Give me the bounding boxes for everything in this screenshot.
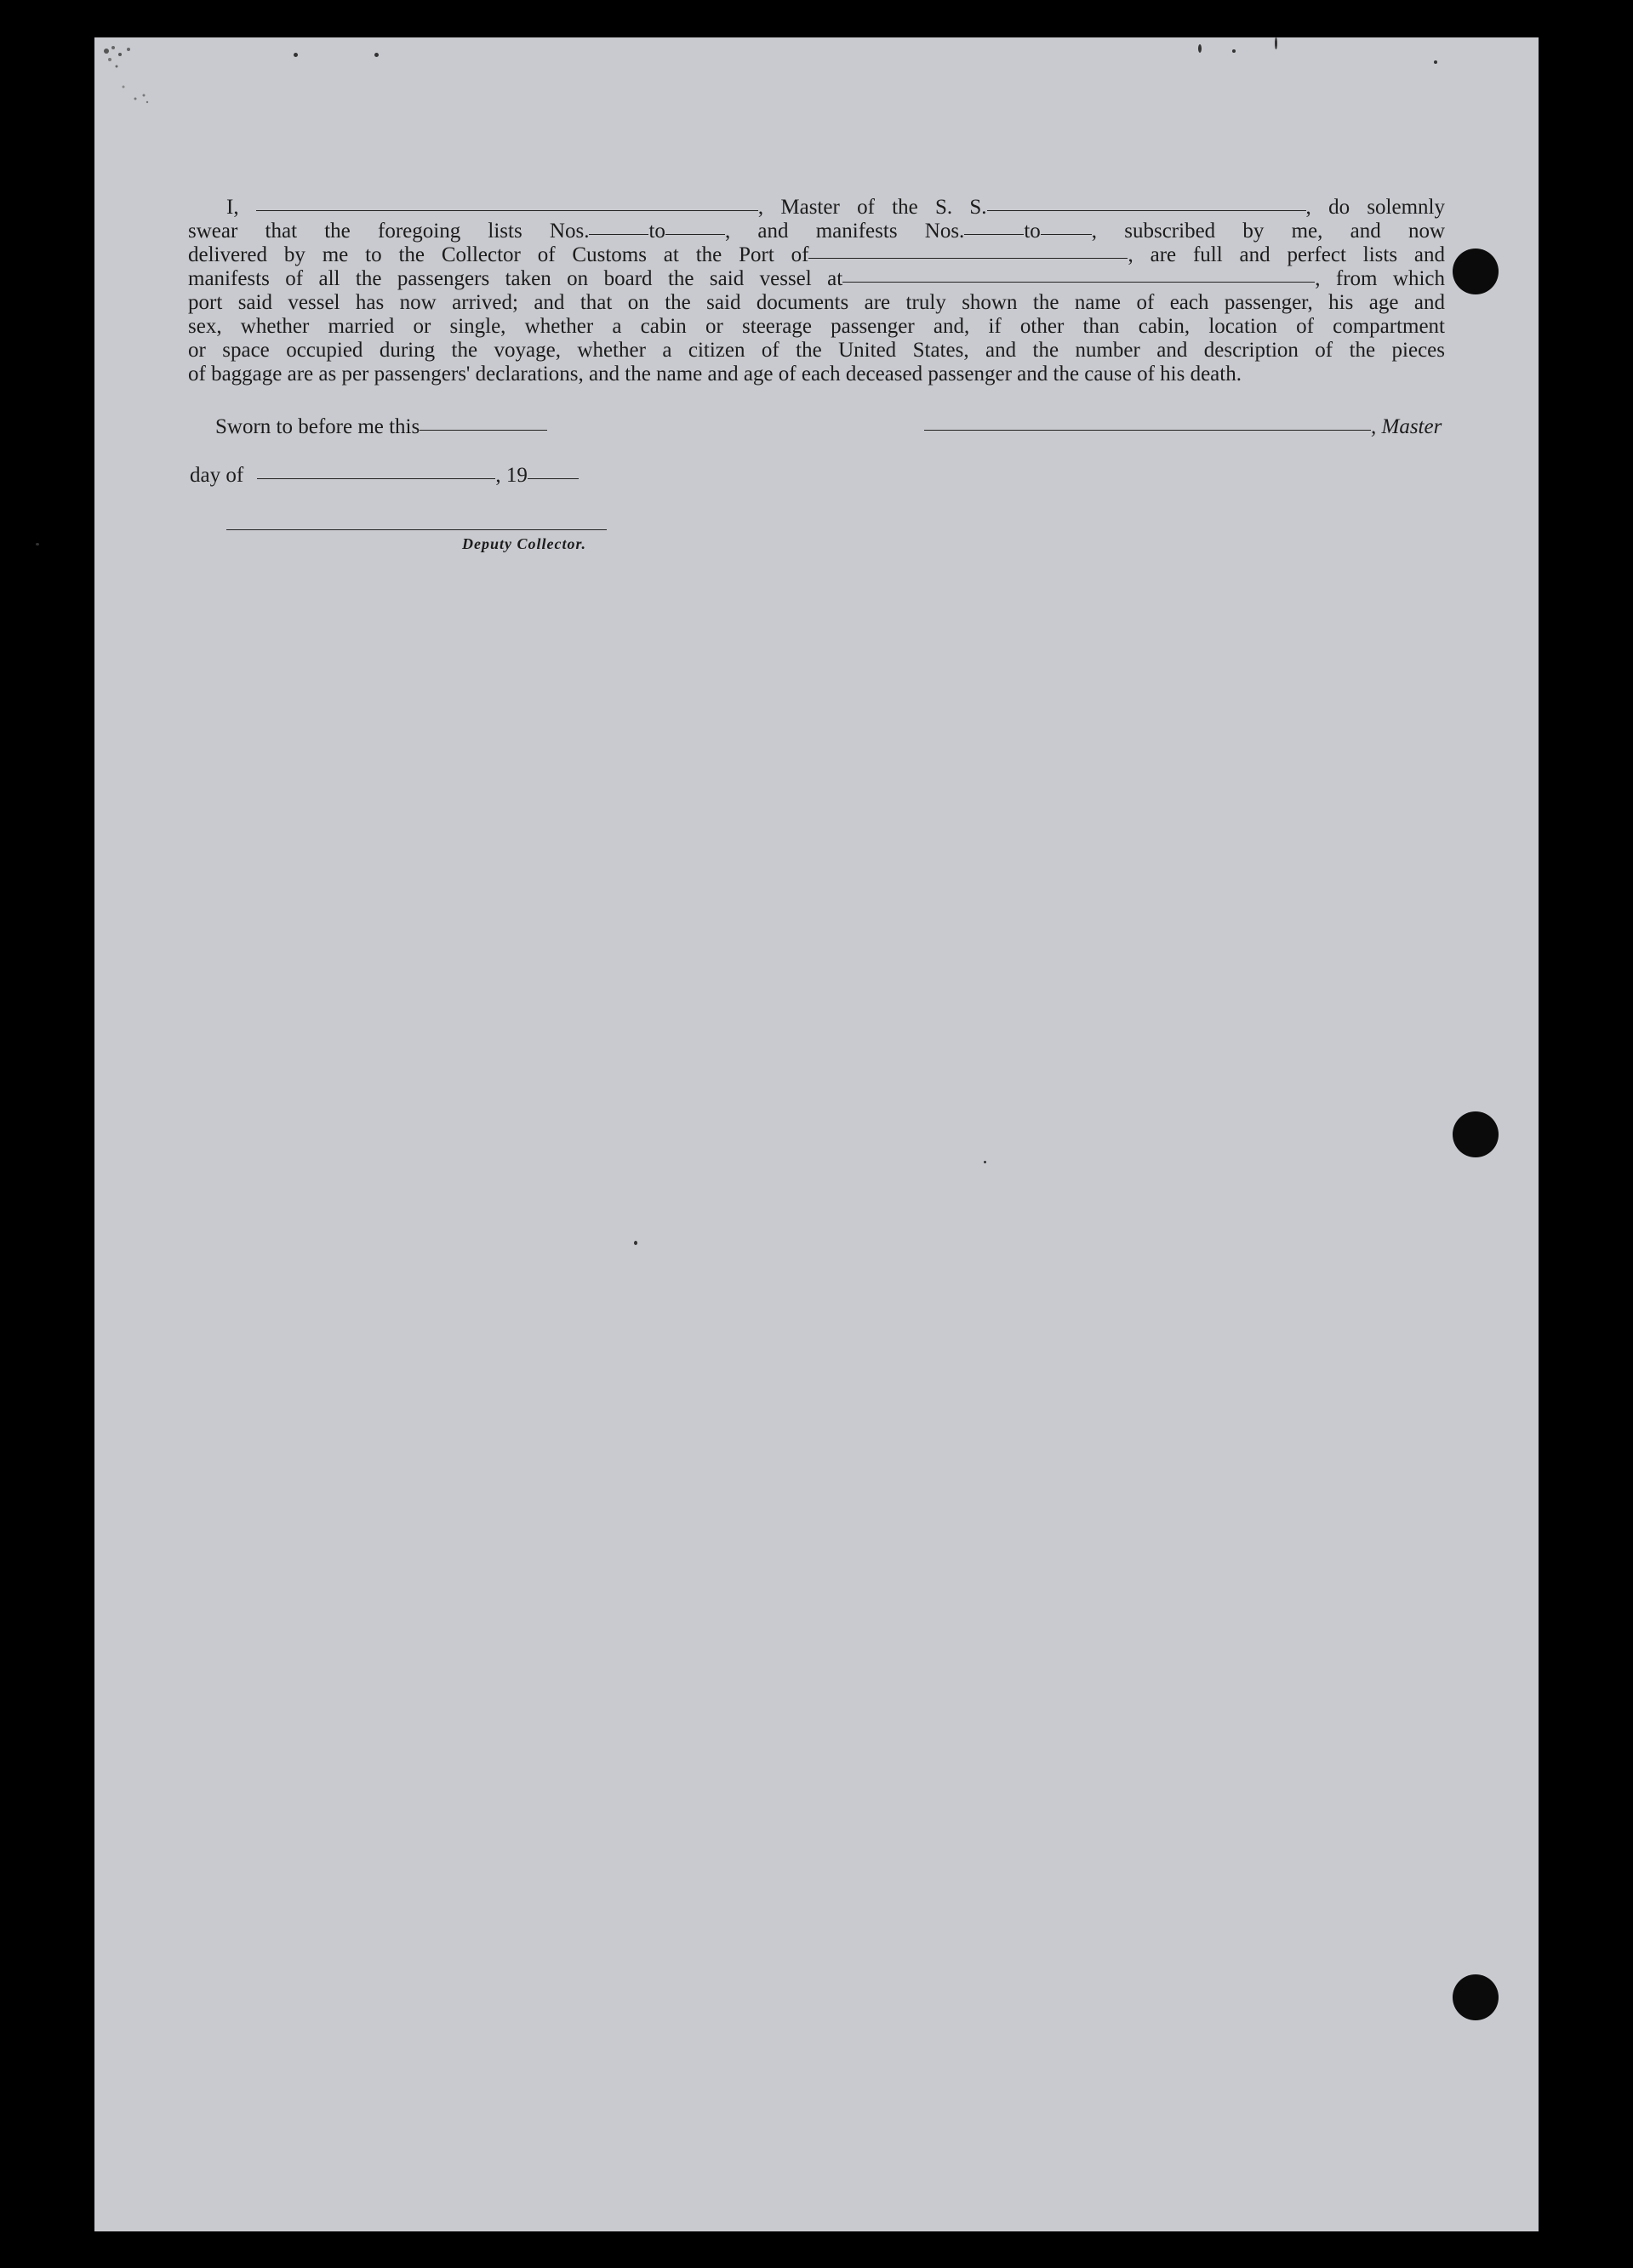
oath-paragraph: [188, 196, 1445, 386]
sworn-label: Sworn to before me this: [215, 415, 420, 438]
oath-text: manifests of all the passengers taken on board the said vessel at: [188, 267, 843, 290]
deputy-signature-line[interactable]: [226, 529, 607, 530]
oath-text: swear that the foregoing lists Nos.: [188, 220, 590, 243]
punch-hole: [1453, 1111, 1499, 1157]
oath-line-6: sex, whether married or single, whether a cabin or steerage passenger and, if other than cabin, location of compartment: [188, 315, 1445, 338]
master-label: , Master: [1371, 415, 1442, 438]
speck: [634, 1241, 637, 1245]
oath-line-4: [188, 267, 1445, 291]
lists-to-blank[interactable]: [665, 234, 725, 235]
sworn-row: [215, 415, 547, 439]
departure-port-blank[interactable]: [842, 282, 1315, 283]
day-of-row: [190, 464, 579, 488]
oath-text: delivered by me to the Collector of Customs at the Port of: [188, 243, 809, 266]
speck: [984, 1161, 986, 1163]
manifests-to-blank[interactable]: [1041, 234, 1092, 235]
day-of-label: day of: [190, 464, 244, 487]
oath-text: , are full and perfect lists and: [1128, 243, 1446, 266]
oath-line-1: [188, 196, 1445, 220]
deputy-collector-label: Deputy Collector.: [462, 535, 586, 552]
oath-text: to: [648, 220, 665, 243]
oath-line-5: port said vessel has now arrived; and that on the said documents are truly shown the name of each passenger, his age and: [188, 291, 1445, 314]
manifests-from-blank[interactable]: [964, 234, 1024, 235]
speck: [1232, 49, 1236, 53]
oath-text: , do solemnly: [1305, 196, 1445, 219]
speck: [1198, 44, 1202, 53]
master-signature-blank[interactable]: [924, 430, 1371, 431]
year-blank[interactable]: [528, 478, 579, 479]
oath-text: , Master of the S. S.: [757, 196, 987, 219]
speck: [36, 543, 39, 546]
speck: [1434, 60, 1437, 64]
oath-line-8: of baggage are as per passengers' declarations, and the name and age of each deceased passenger and the cause of his death.: [188, 363, 1242, 386]
oath-line-3: [188, 243, 1445, 267]
speck: [1275, 37, 1277, 49]
year-label: , 19: [495, 464, 528, 487]
port-blank[interactable]: [808, 258, 1128, 259]
oath-text: to: [1024, 220, 1041, 243]
month-blank[interactable]: [257, 478, 495, 479]
punch-hole: [1453, 249, 1499, 294]
vessel-name-blank[interactable]: [987, 210, 1306, 211]
lists-from-blank[interactable]: [589, 234, 648, 235]
oath-line-7: or space occupied during the voyage, whether a citizen of the United States, and the number and description of the pieces: [188, 339, 1445, 362]
oath-text: , subscribed by me, and now: [1091, 220, 1445, 243]
oath-text: , from which: [1315, 267, 1445, 290]
corner-smudge: [94, 37, 197, 131]
sworn-day-blank[interactable]: [420, 430, 547, 431]
oath-text: , and manifests Nos.: [724, 220, 965, 243]
punch-hole: [1453, 1974, 1499, 2020]
speck: [374, 53, 379, 57]
oath-line-2: [188, 220, 1445, 243]
document-page: [94, 37, 1539, 2231]
master-signature-row: [924, 415, 1442, 439]
speck: [294, 53, 298, 57]
oath-text: I,: [226, 196, 239, 219]
master-name-blank[interactable]: [256, 210, 758, 211]
